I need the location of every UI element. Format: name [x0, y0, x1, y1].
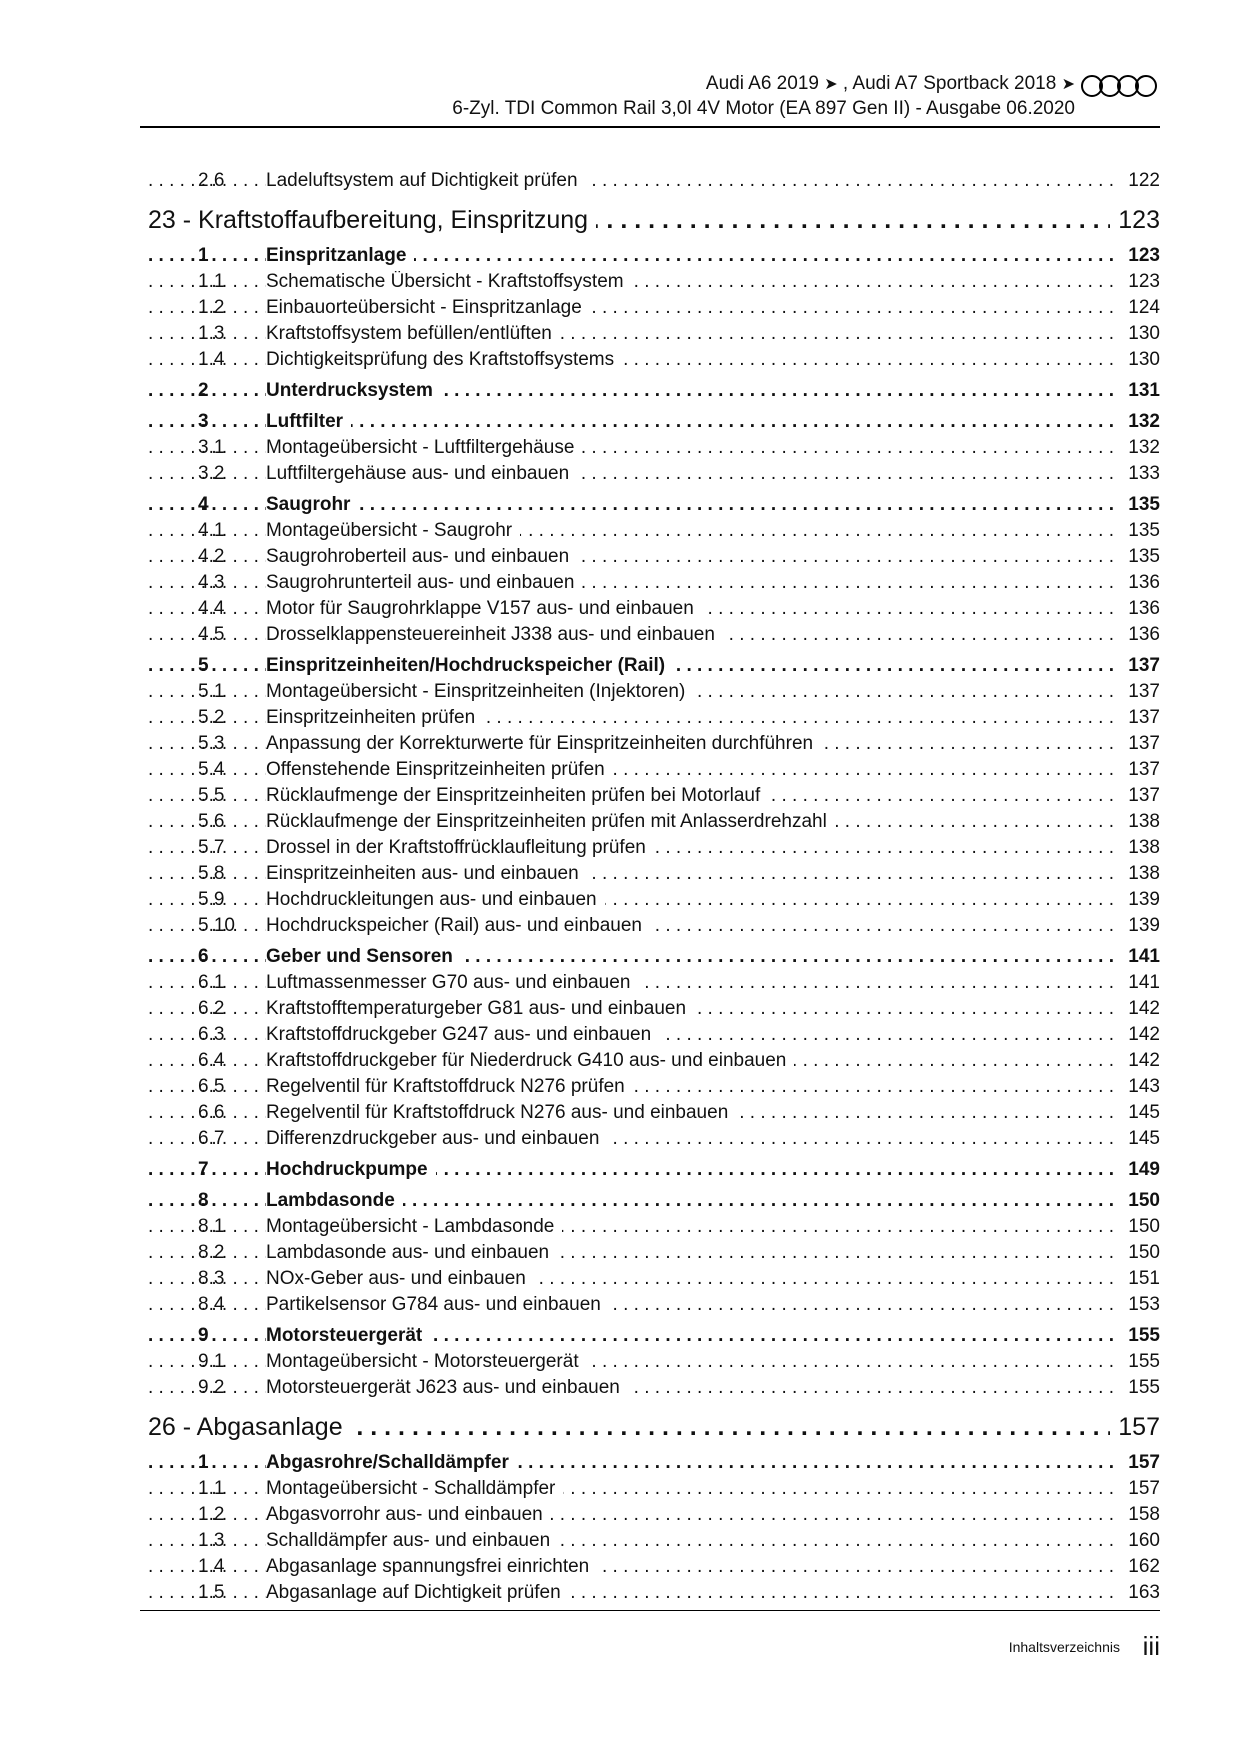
- toc-entry[interactable]: [148, 349, 1160, 375]
- page-footer: [140, 1610, 1160, 1661]
- toc-entry[interactable]: [148, 1294, 1160, 1320]
- toc-entry[interactable]: [148, 785, 1160, 811]
- toc-page-number: 135: [1120, 494, 1160, 516]
- toc-page-number: 137: [1120, 681, 1160, 703]
- toc-number: 5.4: [198, 759, 225, 780]
- toc-number: 5.5: [198, 785, 225, 806]
- toc-page-number: 157: [1110, 1413, 1160, 1442]
- toc-entry[interactable]: [148, 1128, 1160, 1154]
- toc-number: 1: [198, 245, 209, 266]
- toc-entry[interactable]: [148, 624, 1160, 650]
- toc-section[interactable]: [148, 655, 1160, 681]
- toc-number: 1.1: [198, 271, 225, 292]
- toc-number: 1.1: [198, 1478, 225, 1499]
- toc-number: 5.3: [198, 733, 225, 754]
- toc-title: Hochdruckspeicher (Rail) aus- und einbauen: [266, 915, 650, 937]
- footer-section-label: Inhaltsverzeichnis: [1008, 1639, 1120, 1655]
- toc-number: 5.10: [198, 915, 235, 936]
- toc-title: Lambdasonde: [266, 1190, 403, 1212]
- toc-entry[interactable]: [148, 915, 1160, 941]
- toc-page-number: 136: [1120, 624, 1160, 646]
- header-model-a6: Audi A6 2019: [705, 73, 819, 94]
- toc-page-number: 141: [1120, 946, 1160, 968]
- toc-entry[interactable]: [148, 1076, 1160, 1102]
- toc-page-number: 123: [1120, 245, 1160, 267]
- toc-title: Abgasanlage auf Dichtigkeit prüfen: [266, 1582, 569, 1604]
- toc-page-number: 138: [1120, 837, 1160, 859]
- toc-entry[interactable]: [148, 1216, 1160, 1242]
- toc-title: Regelventil für Kraftstoffdruck N276 prüfen: [266, 1076, 633, 1098]
- toc-section[interactable]: [148, 494, 1160, 520]
- toc-page-number: 139: [1120, 889, 1160, 911]
- toc-title: Montageübersicht - Saugrohr: [266, 520, 520, 542]
- toc-entry[interactable]: [148, 572, 1160, 598]
- toc-title: Montageübersicht - Lambdasonde: [266, 1216, 562, 1238]
- toc-entry[interactable]: [148, 1530, 1160, 1556]
- toc-page-number: 137: [1120, 733, 1160, 755]
- toc-title: Hochdruckpumpe: [266, 1159, 436, 1181]
- toc-page-number: 150: [1120, 1190, 1160, 1212]
- toc-title: Schalldämpfer aus- und einbauen: [266, 1530, 558, 1552]
- arrow-right-icon: ➤: [824, 76, 838, 93]
- toc-entry[interactable]: [148, 889, 1160, 915]
- toc-page-number: 155: [1120, 1351, 1160, 1373]
- toc-title: Motorsteuergerät: [266, 1325, 430, 1347]
- toc-title: Abgasanlage spannungsfrei einrichten: [266, 1556, 597, 1578]
- toc-page-number: 132: [1120, 411, 1160, 433]
- toc-title: Rücklaufmenge der Einspritzeinheiten prüfen mit Anlasserdrehzahl: [266, 811, 835, 833]
- toc-page-number: 151: [1120, 1268, 1160, 1290]
- toc-entry[interactable]: [148, 837, 1160, 863]
- toc-page-number: 142: [1120, 1050, 1160, 1072]
- toc-entry[interactable]: [148, 598, 1160, 624]
- toc-entry[interactable]: [148, 463, 1160, 489]
- toc-number: 8.4: [198, 1294, 225, 1315]
- toc-section[interactable]: [148, 1325, 1160, 1351]
- toc-entry[interactable]: [148, 323, 1160, 349]
- toc-number: 8.3: [198, 1268, 225, 1289]
- toc-number: 5.7: [198, 837, 225, 858]
- toc-title: Montageübersicht - Luftfiltergehäuse: [266, 437, 582, 459]
- toc-entry[interactable]: [148, 733, 1160, 759]
- toc-entry[interactable]: [148, 1377, 1160, 1403]
- toc-entry[interactable]: [148, 297, 1160, 323]
- toc-number: 6.2: [198, 998, 225, 1019]
- toc-title: Kraftstoffsystem befüllen/entlüften: [266, 323, 560, 345]
- toc-number: 1: [198, 1452, 209, 1473]
- toc-title: Kraftstoffdruckgeber für Niederdruck G410 aus- und einbauen: [266, 1050, 794, 1072]
- toc-title: Saugrohrunterteil aus- und einbauen: [266, 572, 582, 594]
- toc-number: 5.8: [198, 863, 225, 884]
- toc-page-number: 143: [1120, 1076, 1160, 1098]
- toc-number: 9: [198, 1325, 209, 1346]
- toc-page-number: 138: [1120, 811, 1160, 833]
- toc-page-number: 141: [1120, 972, 1160, 994]
- toc-number: 4.1: [198, 520, 225, 541]
- toc-title: Luftfiltergehäuse aus- und einbauen: [266, 463, 577, 485]
- toc-title: Montageübersicht - Einspritzeinheiten (Injektoren): [266, 681, 693, 703]
- toc-title: Einspritzeinheiten prüfen: [266, 707, 483, 729]
- toc-page-number: 137: [1120, 655, 1160, 677]
- toc-title: Unterdrucksystem: [266, 380, 441, 402]
- toc-section[interactable]: [148, 411, 1160, 437]
- toc-title: Montageübersicht - Motorsteuergerät: [266, 1351, 587, 1373]
- toc-entry[interactable]: [148, 1351, 1160, 1377]
- toc-title: Abgasvorrohr aus- und einbauen: [266, 1504, 551, 1526]
- toc-title: Kraftstofftemperaturgeber G81 aus- und einbauen: [266, 998, 694, 1020]
- toc-entry[interactable]: [148, 437, 1160, 463]
- toc-page-number: 145: [1120, 1128, 1160, 1150]
- toc-number: 8: [198, 1190, 209, 1211]
- toc-number: 6.5: [198, 1076, 225, 1097]
- toc-entry[interactable]: [148, 863, 1160, 889]
- toc-page-number: 122: [1120, 170, 1160, 192]
- toc-page-number: 160: [1120, 1530, 1160, 1552]
- toc-entry[interactable]: [148, 998, 1160, 1024]
- toc-page-number: 162: [1120, 1556, 1160, 1578]
- toc-page-number: 150: [1120, 1242, 1160, 1264]
- toc-section[interactable]: [148, 1452, 1160, 1478]
- toc-number: 5.2: [198, 707, 225, 728]
- toc-number: 7: [198, 1159, 209, 1180]
- header-model-a7: , Audi A7 Sportback 2018: [842, 73, 1057, 94]
- toc-number: 6.4: [198, 1050, 225, 1071]
- toc-title: Luftfilter: [266, 411, 351, 433]
- toc-page-number: 153: [1120, 1294, 1160, 1316]
- toc-number: 6.1: [198, 972, 225, 993]
- toc-title: Luftmassenmesser G70 aus- und einbauen: [266, 972, 638, 994]
- toc-number: 5: [198, 655, 209, 676]
- toc-entry[interactable]: [148, 546, 1160, 572]
- toc-entry[interactable]: [148, 1102, 1160, 1128]
- toc-chapter[interactable]: [148, 1413, 1160, 1447]
- toc-section[interactable]: [148, 380, 1160, 406]
- toc-number: 3.1: [198, 437, 225, 458]
- toc-entry[interactable]: [148, 759, 1160, 785]
- toc-number: 1.4: [198, 1556, 225, 1577]
- toc-entry[interactable]: [148, 520, 1160, 546]
- toc-page-number: 130: [1120, 349, 1160, 371]
- toc-number: 3: [198, 411, 209, 432]
- toc-title: Saugrohroberteil aus- und einbauen: [266, 546, 577, 568]
- toc-entry[interactable]: [148, 1050, 1160, 1076]
- toc-title: Differenzdruckgeber aus- und einbauen: [266, 1128, 607, 1150]
- toc-section[interactable]: [148, 1190, 1160, 1216]
- toc-number: 1.5: [198, 1582, 225, 1603]
- toc-section[interactable]: [148, 245, 1160, 271]
- toc-title: Dichtigkeitsprüfung des Kraftstoffsystems: [266, 349, 622, 371]
- toc-number: 2: [198, 380, 209, 401]
- toc-section[interactable]: [148, 946, 1160, 972]
- toc-title: Offenstehende Einspritzeinheiten prüfen: [266, 759, 613, 781]
- toc-title: NOx-Geber aus- und einbauen: [266, 1268, 534, 1290]
- toc-number: 1.3: [198, 323, 225, 344]
- toc-page-number: 137: [1120, 785, 1160, 807]
- toc-title: Anpassung der Korrekturwerte für Einspritzeinheiten durchführen: [266, 733, 821, 755]
- toc-title: Schematische Übersicht - Kraftstoffsystem: [266, 271, 632, 293]
- toc-number: 1.2: [198, 297, 225, 318]
- toc-title: Einspritzeinheiten/Hochdruckspeicher (Rail): [266, 655, 673, 677]
- toc-title: Drossel in der Kraftstoffrücklaufleitung prüfen: [266, 837, 654, 859]
- toc-page-number: 123: [1120, 271, 1160, 293]
- toc-title: Hochdruckleitungen aus- und einbauen: [266, 889, 605, 911]
- toc-page-number: 124: [1120, 297, 1160, 319]
- toc-entry[interactable]: [148, 1024, 1160, 1050]
- arrow-right-icon: ➤: [1061, 76, 1075, 93]
- toc-entry[interactable]: [148, 170, 1160, 196]
- toc-title: Montageübersicht - Schalldämpfer: [266, 1478, 563, 1500]
- toc-title: Geber und Sensoren: [266, 946, 461, 968]
- toc-number: 6.3: [198, 1024, 225, 1045]
- toc-page-number: 142: [1120, 1024, 1160, 1046]
- toc-page-number: 150: [1120, 1216, 1160, 1238]
- toc-number: 4.3: [198, 572, 225, 593]
- audi-rings-icon: [1080, 74, 1160, 98]
- toc-title: Kraftstoffdruckgeber G247 aus- und einbauen: [266, 1024, 659, 1046]
- toc-page-number: 163: [1120, 1582, 1160, 1604]
- toc-section[interactable]: [148, 1159, 1160, 1185]
- toc-number: 5.6: [198, 811, 225, 832]
- toc-page-number: 137: [1120, 759, 1160, 781]
- toc-page-number: 157: [1120, 1452, 1160, 1474]
- toc-entry[interactable]: [148, 1504, 1160, 1530]
- toc-number: 9.2: [198, 1377, 225, 1398]
- header-engine: 6-Zyl. TDI Common Rail 3,0l 4V Motor (EA 897 Gen II) - Ausgabe 06.2020: [452, 98, 1075, 119]
- toc-number: 6.6: [198, 1102, 225, 1123]
- toc-number: 4.4: [198, 598, 225, 619]
- toc-title: Drosselklappensteuereinheit J338 aus- und einbauen: [266, 624, 723, 646]
- toc-entry[interactable]: [148, 972, 1160, 998]
- toc-page-number: 135: [1120, 546, 1160, 568]
- toc-number: 5.9: [198, 889, 225, 910]
- toc-entry[interactable]: [148, 707, 1160, 733]
- toc-entry[interactable]: [148, 1556, 1160, 1582]
- toc-page-number: 136: [1120, 598, 1160, 620]
- toc-page-number: 132: [1120, 437, 1160, 459]
- toc-number: 8.1: [198, 1216, 225, 1237]
- toc-title: Partikelsensor G784 aus- und einbauen: [266, 1294, 609, 1316]
- toc-title: Motorsteuergerät J623 aus- und einbauen: [266, 1377, 628, 1399]
- toc-page-number: 131: [1120, 380, 1160, 402]
- toc-title: 23 - Kraftstoffaufbereitung, Einspritzung: [148, 206, 596, 235]
- footer-page-number: iii: [1142, 1631, 1160, 1661]
- toc-number: 4: [198, 494, 209, 515]
- toc-number: 5.1: [198, 681, 225, 702]
- page-header: [140, 70, 1160, 128]
- toc-title: Lambdasonde aus- und einbauen: [266, 1242, 557, 1264]
- toc-page-number: 135: [1120, 520, 1160, 542]
- toc-title: Rücklaufmenge der Einspritzeinheiten prüfen bei Motorlauf: [266, 785, 768, 807]
- toc-page-number: 149: [1120, 1159, 1160, 1181]
- toc-page-number: 137: [1120, 707, 1160, 729]
- toc-title: Abgasrohre/Schalldämpfer: [266, 1452, 517, 1474]
- toc-number: 2.6: [198, 170, 225, 191]
- toc-page-number: 155: [1120, 1377, 1160, 1399]
- toc-number: 4.2: [198, 546, 225, 567]
- toc-title: Einspritzeinheiten aus- und einbauen: [266, 863, 587, 885]
- toc-page-number: 136: [1120, 572, 1160, 594]
- toc-page-number: 139: [1120, 915, 1160, 937]
- toc-number: 1.4: [198, 349, 225, 370]
- toc-title: Regelventil für Kraftstoffdruck N276 aus- und einbauen: [266, 1102, 736, 1124]
- toc-title: Motor für Saugrohrklappe V157 aus- und einbauen: [266, 598, 702, 620]
- toc-page-number: 138: [1120, 863, 1160, 885]
- header-models: [706, 73, 1075, 95]
- toc-number: 9.1: [198, 1351, 225, 1372]
- toc-entry[interactable]: [148, 1268, 1160, 1294]
- toc-page-number: 145: [1120, 1102, 1160, 1124]
- toc-number: 4.5: [198, 624, 225, 645]
- toc-number: 6.7: [198, 1128, 225, 1149]
- toc-number: 1.3: [198, 1530, 225, 1551]
- toc-page-number: 142: [1120, 998, 1160, 1020]
- toc-entry[interactable]: [148, 811, 1160, 837]
- toc-page-number: 157: [1120, 1478, 1160, 1500]
- toc-number: 3.2: [198, 463, 225, 484]
- toc-chapter[interactable]: [148, 206, 1160, 240]
- toc-entry[interactable]: [148, 1478, 1160, 1504]
- toc-entry[interactable]: [148, 1582, 1160, 1608]
- toc-entry[interactable]: [148, 271, 1160, 297]
- toc-page-number: 123: [1110, 206, 1160, 235]
- toc-title: Einbauorteübersicht - Einspritzanlage: [266, 297, 590, 319]
- toc-page-number: 155: [1120, 1325, 1160, 1347]
- toc-number: 6: [198, 946, 209, 967]
- toc-number: 8.2: [198, 1242, 225, 1263]
- toc-page-number: 133: [1120, 463, 1160, 485]
- toc-entry[interactable]: [148, 1242, 1160, 1268]
- toc-entry[interactable]: [148, 681, 1160, 707]
- toc-title: 26 - Abgasanlage: [148, 1413, 351, 1442]
- toc-number: 1.2: [198, 1504, 225, 1525]
- toc-title: Ladeluftsystem auf Dichtigkeit prüfen: [266, 170, 586, 192]
- toc-page-number: 158: [1120, 1504, 1160, 1526]
- toc-title: Einspritzanlage: [266, 245, 414, 267]
- toc-title: Saugrohr: [266, 494, 358, 516]
- table-of-contents: [148, 170, 1160, 1608]
- toc-page-number: 130: [1120, 323, 1160, 345]
